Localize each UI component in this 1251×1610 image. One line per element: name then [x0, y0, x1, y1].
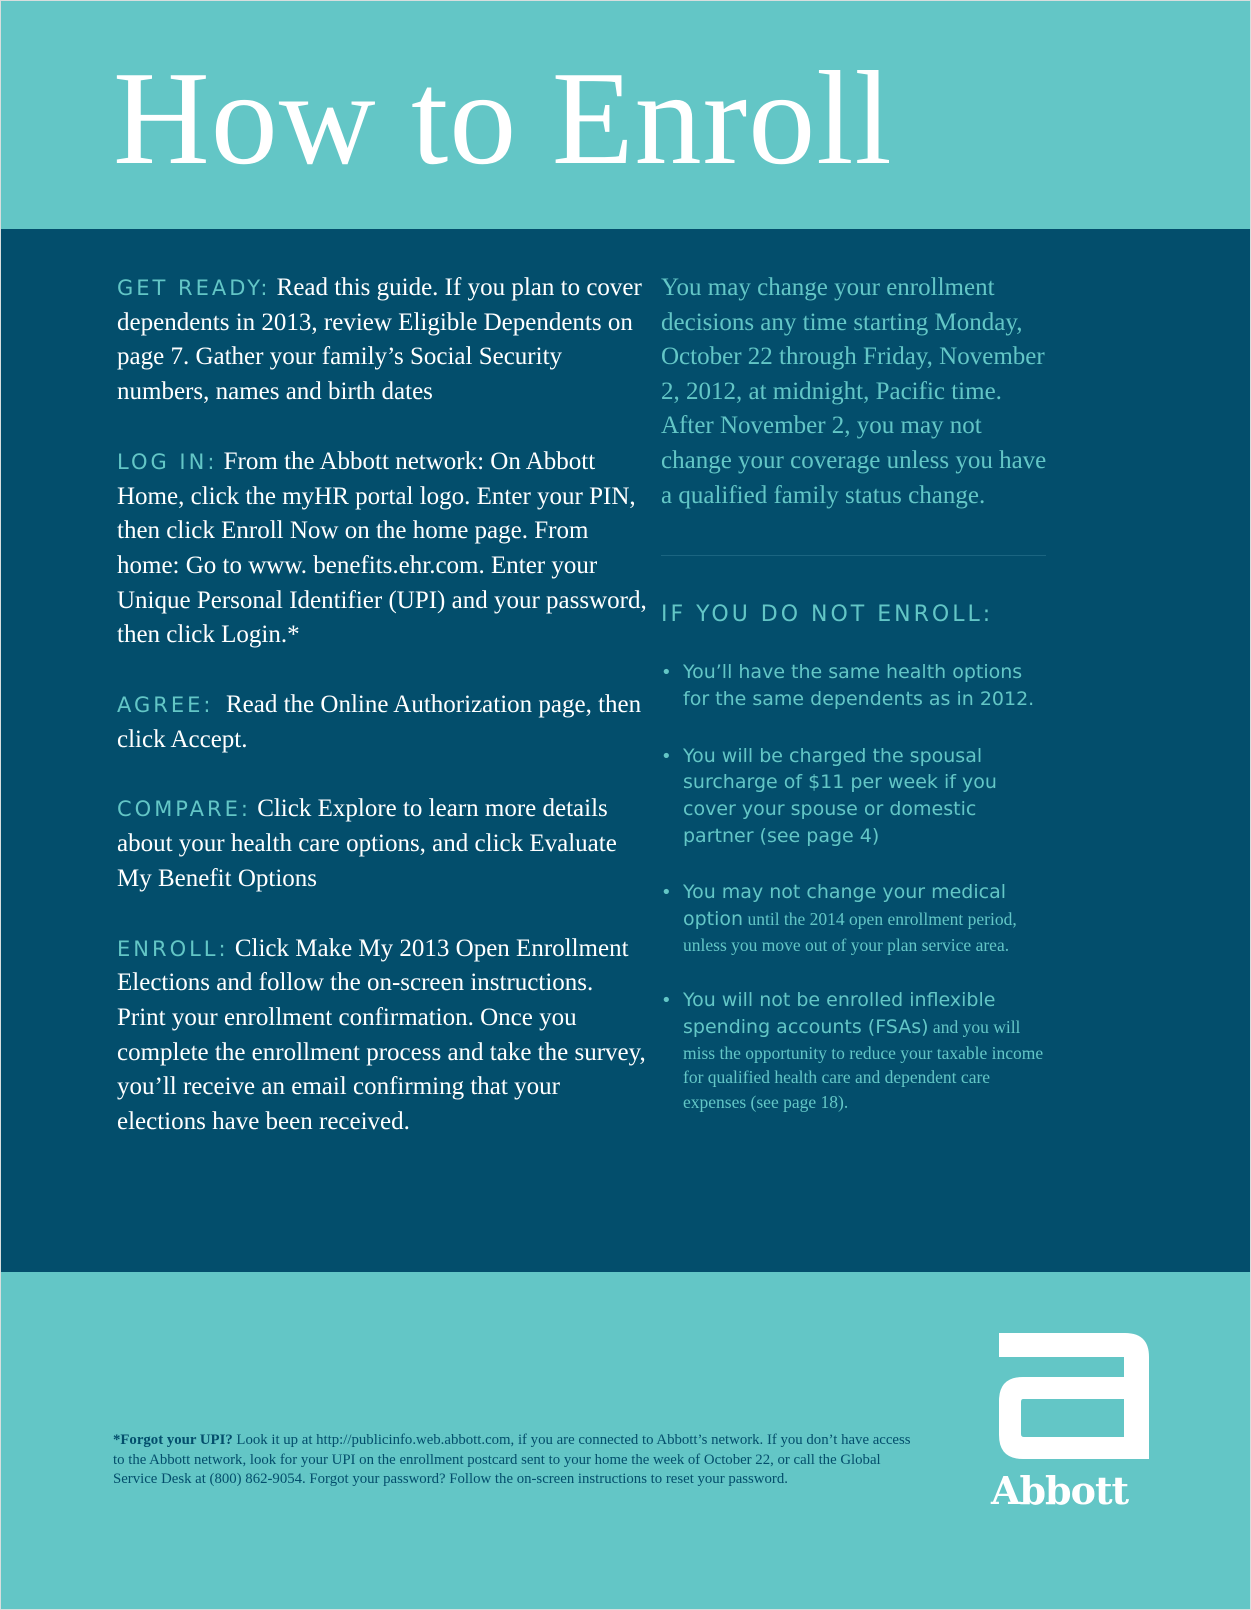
- step-get-ready: [117, 271, 647, 410]
- step-text: Read the Online Authorization page, then click Accept.: [117, 691, 648, 753]
- footnote-lead: *Forgot your UPI?: [113, 1432, 233, 1448]
- header-band: [1, 1, 1250, 229]
- if-you-do-not-enroll-heading: IF YOU DO NOT ENROLL:: [661, 602, 994, 628]
- bullet-text: You will not be enrolled inflexible spending accounts (FSAs): [683, 989, 996, 1038]
- forgot-upi-footnote: [113, 1431, 913, 1490]
- page-title: How to Enroll: [113, 44, 893, 192]
- step-label: LOG IN:: [117, 449, 218, 474]
- abbott-logo-mark-icon: [999, 1333, 1149, 1459]
- bullet-text-detail: until the 2014 open enrollment period, unless you move out of your plan service area.: [683, 909, 1017, 955]
- steps-column: [117, 271, 647, 1175]
- abbott-wordmark: Abbott: [991, 1468, 1129, 1513]
- divider: [661, 555, 1046, 556]
- bullet-text: You will be charged the spousal surcharge of $11 per week if you cover your spouse or domestic partner (see page 4): [683, 744, 997, 847]
- step-compare: [117, 792, 647, 896]
- abbott-logo: [991, 1333, 1151, 1511]
- list-item: [661, 743, 1051, 850]
- bullet-text-detail: and you will miss the opportunity to reduce your taxable income for qualified health care and dependent care expenses (see page 18).: [683, 1016, 1044, 1112]
- step-text: From the Abbott network: On Abbott Home, click the myHR portal logo. Enter your PIN, then click Enroll Now on the home page. From home: Go to www. benefits.ehr.com. Enter your Unique Personal Identifier (UPI) and your password, then click Login.*: [117, 447, 647, 649]
- step-text: Click Explore to learn more details about your health care options, and click Evaluate My Benefit Options: [117, 795, 617, 892]
- list-item: [661, 879, 1051, 957]
- step-text: Read this guide. If you plan to cover dependents in 2013, review Eligible Dependents on page 7. Gather your family’s Social Security numbers, names and birth dates: [117, 274, 642, 406]
- consequences-list: [661, 659, 1051, 1114]
- step-log-in: [117, 445, 647, 653]
- enrollment-window-text: You may change your enrollment decisions any time starting Monday, October 22 through Friday, November 2, 2012, at midnight, Pacific time. After November 2, you may not change your coverage unless you have a qualified family status change.: [661, 274, 1047, 509]
- step-label: AGREE:: [117, 693, 214, 718]
- step-label: GET READY:: [117, 276, 271, 300]
- bullet-icon: •: [661, 882, 672, 904]
- info-column: [661, 271, 1051, 1144]
- step-label: COMPARE:: [117, 797, 251, 822]
- step-enroll: [117, 932, 647, 1140]
- step-agree: [117, 688, 647, 757]
- main-panel: [1, 229, 1250, 1272]
- bullet-icon: •: [661, 662, 672, 684]
- bullet-text: You’ll have the same health options for the same dependents as in 2012.: [683, 661, 1035, 710]
- list-item: [661, 659, 1051, 712]
- list-item: [661, 987, 1051, 1114]
- bullet-icon: •: [661, 745, 672, 767]
- bullet-text: You may not change your medical option: [683, 881, 1007, 931]
- footnote-text: Look it up at http://publicinfo.web.abbott.com, if you are connected to Abbott’s network. If you don’t have access to the Abbott network, look for your UPI on the enrollment postcard sent to your home the week of October 22, or call the Global Service Desk at (800) 862-9054. Forgot your password? Follow the on-screen instructions to reset your password.: [113, 1432, 911, 1487]
- step-text: Click Make My 2013 Open Enrollment Elections and follow the on-screen instructions. Print your enrollment confirmation. Once you complete the enrollment process and take the survey, you’ll receive an email confirming that your elections have been received.: [117, 934, 646, 1136]
- step-label: ENROLL:: [117, 936, 229, 961]
- bullet-icon: •: [661, 990, 672, 1012]
